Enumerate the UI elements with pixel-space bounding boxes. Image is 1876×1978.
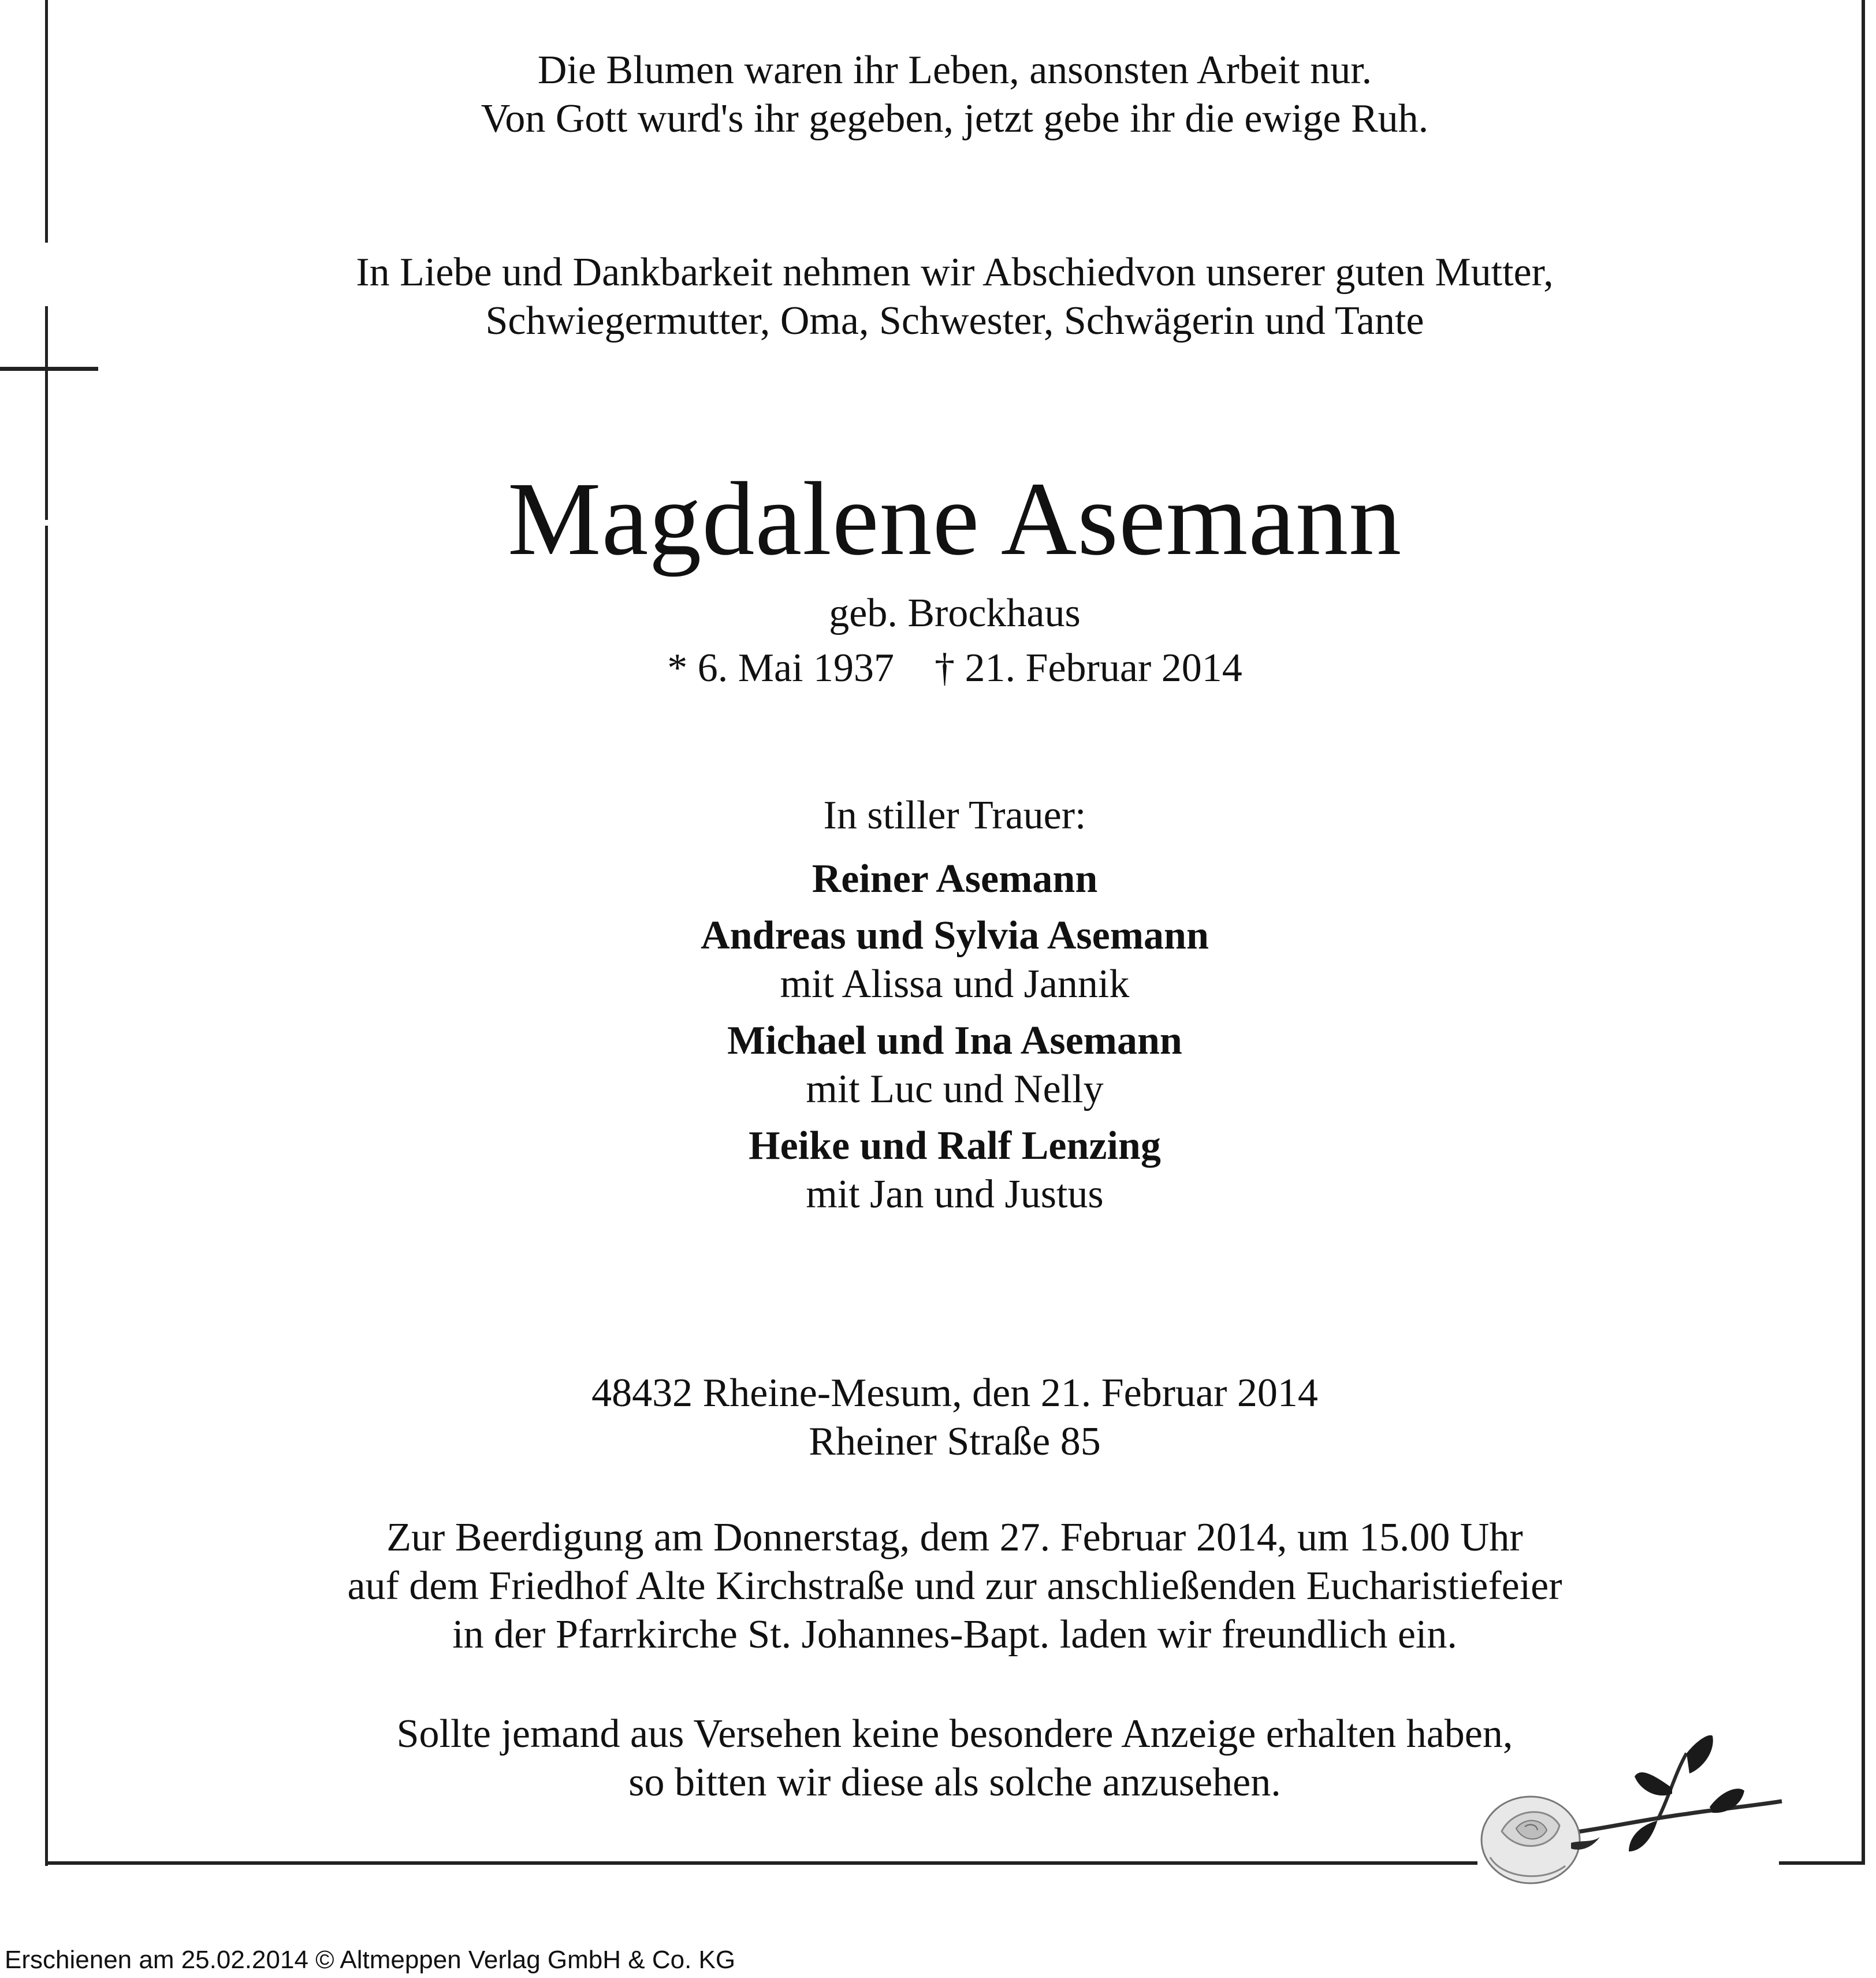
deceased-name: Magdalene Asemann <box>507 461 1402 577</box>
birth-name: geb. Brockhaus <box>829 591 1081 635</box>
birth-date: * 6. Mai 1937 <box>667 646 895 690</box>
intro-text <box>48 248 1862 345</box>
frame-right-line <box>1862 0 1865 1863</box>
rose-icon <box>1467 1733 1791 1924</box>
frame-bottom-line <box>45 1861 1477 1865</box>
mourner-children: mit Alissa und Jannik <box>780 962 1130 1006</box>
frame-bottom-line <box>1779 1861 1865 1865</box>
life-dates <box>48 644 1862 693</box>
motto-line: Von Gott wurd's ihr gegeben, jetzt gebe ihr die ewige Ruh. <box>481 96 1429 141</box>
cross-icon <box>0 367 98 371</box>
notice-line: so bitten wir diese als solche anzusehen. <box>628 1760 1281 1805</box>
mourner-name: Reiner Asemann <box>812 857 1098 901</box>
mourner-name: Andreas und Sylvia Asemann <box>701 913 1209 958</box>
mourner-name: Heike und Ralf Lenzing <box>749 1124 1161 1168</box>
mourner-entry <box>48 1017 1862 1114</box>
mourner-name: Michael und Ina Asemann <box>727 1018 1182 1063</box>
mourner-children: mit Luc und Nelly <box>806 1067 1104 1111</box>
intro-line: Schwiegermutter, Oma, Schwester, Schwägerin und Tante <box>485 299 1424 343</box>
mourner-entry <box>48 1122 1862 1219</box>
funeral-notice <box>48 1514 1862 1659</box>
motto-verse <box>48 46 1862 143</box>
intro-line: In Liebe und Dankbarkeit nehmen wir Abschiedvon unserer guten Mutter, <box>356 250 1554 295</box>
place-date <box>48 1369 1862 1466</box>
death-date: † 21. Februar 2014 <box>935 646 1242 690</box>
address-line: Rheiner Straße 85 <box>809 1419 1101 1464</box>
notice-line: Sollte jemand aus Versehen keine besondere Anzeige erhalten haben, <box>396 1712 1513 1756</box>
motto-line: Die Blumen waren ihr Leben, ansonsten Arbeit nur. <box>537 48 1372 92</box>
funeral-line: auf dem Friedhof Alte Kirchstraße und zur anschließenden Eucharistiefeier <box>347 1564 1562 1608</box>
mourner-entry <box>48 855 1862 904</box>
funeral-line: Zur Beerdigung am Donnerstag, dem 27. Februar 2014, um 15.00 Uhr <box>386 1515 1523 1560</box>
publication-footer: Erschienen am 25.02.2014 © Altmeppen Verlag GmbH & Co. KG <box>5 1946 736 1974</box>
mourner-entry <box>48 912 1862 1009</box>
funeral-line: in der Pfarrkirche St. Johannes-Bapt. laden wir freundlich ein. <box>452 1612 1457 1657</box>
place-line: 48432 Rheine-Mesum, den 21. Februar 2014 <box>591 1371 1318 1415</box>
mourners-heading: In stiller Trauer: <box>823 793 1086 838</box>
mourner-children: mit Jan und Justus <box>806 1172 1104 1217</box>
mourners-list <box>48 855 1862 1227</box>
